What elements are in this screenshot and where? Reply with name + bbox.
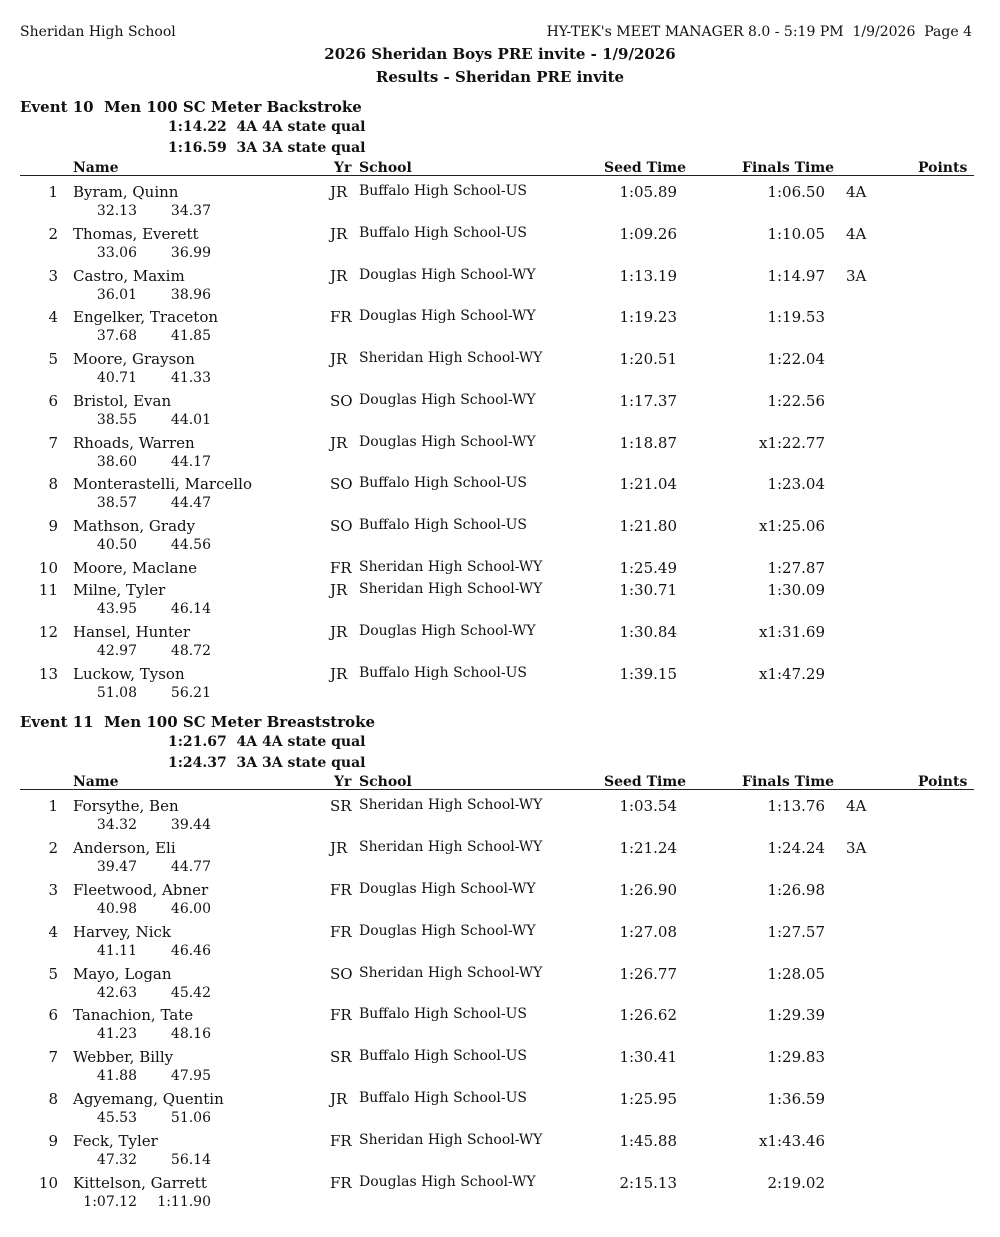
swimmer-year: SO: [330, 517, 353, 535]
seed-time: 1:30.71: [619, 581, 677, 599]
swimmer-school: Buffalo High School-US: [359, 1048, 527, 1064]
seed-time: 1:26.77: [619, 965, 677, 983]
seed-time: 1:19.23: [619, 308, 677, 326]
swimmer-school: Buffalo High School-US: [359, 1006, 527, 1022]
swimmer-school: Sheridan High School-WY: [359, 965, 543, 981]
finals-time: x1:47.29: [759, 665, 825, 683]
qualifying-standard: 1:16.59 3A 3A state qual: [168, 140, 366, 156]
split-time: 41.33: [170, 370, 211, 386]
swimmer-year: FR: [330, 1006, 352, 1024]
qualifier-tag: 4A: [846, 797, 867, 815]
split-time: 1:11.90: [157, 1194, 211, 1210]
split-time: 36.01: [96, 287, 137, 303]
result-place: 6: [48, 1006, 58, 1024]
seed-time: 1:18.87: [619, 434, 677, 452]
finals-time: 1:10.05: [767, 225, 825, 243]
seed-time: 1:03.54: [619, 797, 677, 815]
page-header-left: Sheridan High School: [20, 24, 176, 40]
swimmer-name: Feck, Tyler: [73, 1132, 158, 1150]
column-header-name: Name: [73, 774, 119, 790]
split-time: 43.95: [96, 601, 137, 617]
split-time: 39.47: [96, 859, 137, 875]
swimmer-year: JR: [330, 665, 348, 683]
finals-time: x1:43.46: [759, 1132, 825, 1150]
seed-time: 2:15.13: [619, 1174, 677, 1192]
swimmer-school: Douglas High School-WY: [359, 1174, 536, 1190]
swimmer-name: Harvey, Nick: [73, 923, 171, 941]
result-place: 10: [38, 1174, 58, 1192]
seed-time: 1:09.26: [619, 225, 677, 243]
swimmer-year: FR: [330, 1174, 352, 1192]
qualifier-tag: 4A: [846, 183, 867, 201]
swimmer-school: Douglas High School-WY: [359, 267, 536, 283]
swimmer-year: SR: [330, 1048, 352, 1066]
swimmer-name: Rhoads, Warren: [73, 434, 195, 452]
swimmer-school: Douglas High School-WY: [359, 392, 536, 408]
column-header-seed-time: Seed Time: [604, 160, 687, 176]
event-title: Event 10 Men 100 SC Meter Backstroke: [20, 98, 362, 116]
finals-time: 1:06.50: [767, 183, 825, 201]
swimmer-name: Kittelson, Garrett: [73, 1174, 207, 1192]
page-header-right: HY-TEK's MEET MANAGER 8.0 - 5:19 PM 1/9/2026 Page 4: [546, 24, 972, 40]
result-place: 8: [48, 1090, 58, 1108]
swimmer-school: Buffalo High School-US: [359, 1090, 527, 1106]
column-header-points: Points: [918, 160, 968, 176]
swimmer-school: Buffalo High School-US: [359, 665, 527, 681]
swimmer-name: Mayo, Logan: [73, 965, 172, 983]
swimmer-school: Sheridan High School-WY: [359, 559, 543, 575]
swimmer-name: Thomas, Everett: [73, 225, 199, 243]
finals-time: x1:31.69: [759, 623, 825, 641]
split-time: 47.32: [96, 1152, 137, 1168]
finals-time: 1:36.59: [767, 1090, 825, 1108]
seed-time: 1:21.80: [619, 517, 677, 535]
swimmer-school: Sheridan High School-WY: [359, 1132, 543, 1148]
split-time: 45.53: [96, 1110, 137, 1126]
split-time: 44.77: [170, 859, 211, 875]
split-time: 51.06: [170, 1110, 211, 1126]
split-time: 47.95: [170, 1068, 211, 1084]
finals-time: 1:24.24: [767, 839, 825, 857]
split-time: 46.14: [170, 601, 211, 617]
column-header-school: School: [359, 774, 412, 790]
swimmer-name: Moore, Grayson: [73, 350, 195, 368]
swimmer-name: Milne, Tyler: [73, 581, 166, 599]
split-time: 42.63: [96, 985, 137, 1001]
split-time: 38.55: [96, 412, 137, 428]
result-place: 10: [38, 559, 58, 577]
split-time: 56.14: [170, 1152, 211, 1168]
result-place: 8: [48, 475, 58, 493]
swimmer-name: Fleetwood, Abner: [73, 881, 209, 899]
swimmer-name: Luckow, Tyson: [73, 665, 185, 683]
split-time: 41.85: [170, 328, 211, 344]
result-place: 9: [48, 1132, 58, 1150]
result-place: 5: [48, 965, 58, 983]
swimmer-name: Engelker, Traceton: [73, 308, 219, 326]
split-time: 51.08: [96, 685, 137, 701]
swimmer-year: SO: [330, 392, 353, 410]
qualifying-standard: 1:14.22 4A 4A state qual: [168, 119, 366, 135]
swimmer-school: Sheridan High School-WY: [359, 797, 543, 813]
result-place: 5: [48, 350, 58, 368]
split-time: 37.68: [96, 328, 137, 344]
result-place: 3: [48, 881, 58, 899]
finals-time: 1:28.05: [767, 965, 825, 983]
split-time: 44.56: [170, 537, 211, 553]
split-time: 40.71: [96, 370, 137, 386]
swimmer-name: Bristol, Evan: [73, 392, 172, 410]
split-time: 56.21: [170, 685, 211, 701]
seed-time: 1:25.49: [619, 559, 677, 577]
seed-time: 1:30.41: [619, 1048, 677, 1066]
swimmer-name: Tanachion, Tate: [73, 1006, 194, 1024]
finals-time: 1:14.97: [767, 267, 825, 285]
split-time: 44.01: [170, 412, 211, 428]
swimmer-name: Monterastelli, Marcello: [73, 475, 252, 493]
swimmer-name: Webber, Billy: [73, 1048, 174, 1066]
seed-time: 1:05.89: [619, 183, 677, 201]
column-header-name: Name: [73, 160, 119, 176]
column-header-school: School: [359, 160, 412, 176]
seed-time: 1:17.37: [619, 392, 677, 410]
split-time: 48.72: [170, 643, 211, 659]
swimmer-school: Buffalo High School-US: [359, 517, 527, 533]
swimmer-name: Byram, Quinn: [73, 183, 179, 201]
swimmer-name: Forsythe, Ben: [73, 797, 179, 815]
finals-time: 1:22.56: [767, 392, 825, 410]
result-place: 13: [38, 665, 58, 683]
seed-time: 1:45.88: [619, 1132, 677, 1150]
column-header-yr: Yr: [334, 774, 352, 790]
swimmer-year: JR: [330, 350, 348, 368]
swimmer-year: JR: [330, 267, 348, 285]
split-time: 1:07.12: [83, 1194, 137, 1210]
column-header-yr: Yr: [334, 160, 352, 176]
swimmer-school: Douglas High School-WY: [359, 434, 536, 450]
finals-time: 1:29.39: [767, 1006, 825, 1024]
finals-time: 1:30.09: [767, 581, 825, 599]
result-place: 11: [38, 581, 58, 599]
result-place: 7: [48, 1048, 58, 1066]
split-time: 32.13: [96, 203, 137, 219]
qualifying-standard: 1:21.67 4A 4A state qual: [168, 734, 366, 750]
event-title: Event 11 Men 100 SC Meter Breaststroke: [20, 713, 376, 731]
finals-time: 1:29.83: [767, 1048, 825, 1066]
result-place: 6: [48, 392, 58, 410]
meet-title: 2026 Sheridan Boys PRE invite - 1/9/2026: [324, 45, 676, 63]
swimmer-year: SR: [330, 797, 352, 815]
column-header-finals-time: Finals Time: [742, 774, 835, 790]
column-header-points: Points: [918, 774, 968, 790]
split-time: 38.60: [96, 454, 137, 470]
seed-time: 1:20.51: [619, 350, 677, 368]
finals-time: 1:23.04: [767, 475, 825, 493]
swimmer-school: Douglas High School-WY: [359, 881, 536, 897]
result-place: 7: [48, 434, 58, 452]
result-place: 3: [48, 267, 58, 285]
swimmer-year: JR: [330, 623, 348, 641]
split-time: 38.57: [96, 495, 137, 511]
finals-time: 1:27.87: [767, 559, 825, 577]
finals-time: 1:19.53: [767, 308, 825, 326]
qualifying-standard: 1:24.37 3A 3A state qual: [168, 755, 366, 771]
finals-time: 1:22.04: [767, 350, 825, 368]
swimmer-year: FR: [330, 308, 352, 326]
split-time: 34.32: [96, 817, 137, 833]
results-subtitle: Results - Sheridan PRE invite: [375, 68, 625, 86]
swimmer-school: Buffalo High School-US: [359, 475, 527, 491]
header-rule: [20, 789, 974, 790]
finals-time: 1:27.57: [767, 923, 825, 941]
split-time: 42.97: [96, 643, 137, 659]
split-time: 48.16: [170, 1026, 211, 1042]
split-time: 46.00: [170, 901, 211, 917]
finals-time: 1:13.76: [767, 797, 825, 815]
swimmer-name: Castro, Maxim: [73, 267, 185, 285]
seed-time: 1:25.95: [619, 1090, 677, 1108]
split-time: 44.17: [170, 454, 211, 470]
seed-time: 1:26.62: [619, 1006, 677, 1024]
result-place: 12: [38, 623, 58, 641]
seed-time: 1:13.19: [619, 267, 677, 285]
swimmer-year: SO: [330, 475, 353, 493]
finals-time: 2:19.02: [767, 1174, 825, 1192]
swimmer-name: Anderson, Eli: [73, 839, 176, 857]
swimmer-school: Douglas High School-WY: [359, 623, 536, 639]
split-time: 39.44: [170, 817, 211, 833]
swimmer-school: Buffalo High School-US: [359, 183, 527, 199]
column-header-seed-time: Seed Time: [604, 774, 687, 790]
seed-time: 1:21.04: [619, 475, 677, 493]
split-time: 34.37: [170, 203, 211, 219]
swimmer-year: SO: [330, 965, 353, 983]
swimmer-name: Agyemang, Quentin: [73, 1090, 224, 1108]
swimmer-school: Douglas High School-WY: [359, 308, 536, 324]
finals-time: x1:22.77: [759, 434, 825, 452]
header-rule: [20, 175, 974, 176]
swimmer-year: JR: [330, 183, 348, 201]
qualifier-tag: 3A: [846, 267, 867, 285]
result-place: 4: [48, 923, 58, 941]
swimmer-name: Mathson, Grady: [73, 517, 196, 535]
swimmer-school: Sheridan High School-WY: [359, 839, 543, 855]
split-time: 41.88: [96, 1068, 137, 1084]
swimmer-school: Buffalo High School-US: [359, 225, 527, 241]
seed-time: 1:39.15: [619, 665, 677, 683]
split-time: 41.23: [96, 1026, 137, 1042]
swimmer-name: Moore, Maclane: [73, 559, 197, 577]
swimmer-year: FR: [330, 881, 352, 899]
split-time: 40.50: [96, 537, 137, 553]
seed-time: 1:21.24: [619, 839, 677, 857]
seed-time: 1:26.90: [619, 881, 677, 899]
split-time: 46.46: [170, 943, 211, 959]
split-time: 38.96: [170, 287, 211, 303]
result-place: 1: [48, 183, 58, 201]
split-time: 44.47: [170, 495, 211, 511]
swimmer-year: JR: [330, 225, 348, 243]
swimmer-year: JR: [330, 581, 348, 599]
split-time: 33.06: [96, 245, 137, 261]
result-place: 2: [48, 839, 58, 857]
split-time: 36.99: [170, 245, 211, 261]
result-place: 2: [48, 225, 58, 243]
result-place: 1: [48, 797, 58, 815]
swimmer-name: Hansel, Hunter: [73, 623, 191, 641]
swimmer-year: FR: [330, 923, 352, 941]
column-header-finals-time: Finals Time: [742, 160, 835, 176]
result-place: 4: [48, 308, 58, 326]
swimmer-year: JR: [330, 1090, 348, 1108]
seed-time: 1:27.08: [619, 923, 677, 941]
qualifier-tag: 4A: [846, 225, 867, 243]
swimmer-year: JR: [330, 434, 348, 452]
qualifier-tag: 3A: [846, 839, 867, 857]
swimmer-school: Sheridan High School-WY: [359, 350, 543, 366]
swimmer-year: FR: [330, 1132, 352, 1150]
finals-time: 1:26.98: [767, 881, 825, 899]
seed-time: 1:30.84: [619, 623, 677, 641]
swimmer-year: JR: [330, 839, 348, 857]
swimmer-school: Douglas High School-WY: [359, 923, 536, 939]
swimmer-year: FR: [330, 559, 352, 577]
swimmer-school: Sheridan High School-WY: [359, 581, 543, 597]
split-time: 41.11: [96, 943, 137, 959]
split-time: 45.42: [170, 985, 211, 1001]
finals-time: x1:25.06: [759, 517, 825, 535]
split-time: 40.98: [96, 901, 137, 917]
result-place: 9: [48, 517, 58, 535]
